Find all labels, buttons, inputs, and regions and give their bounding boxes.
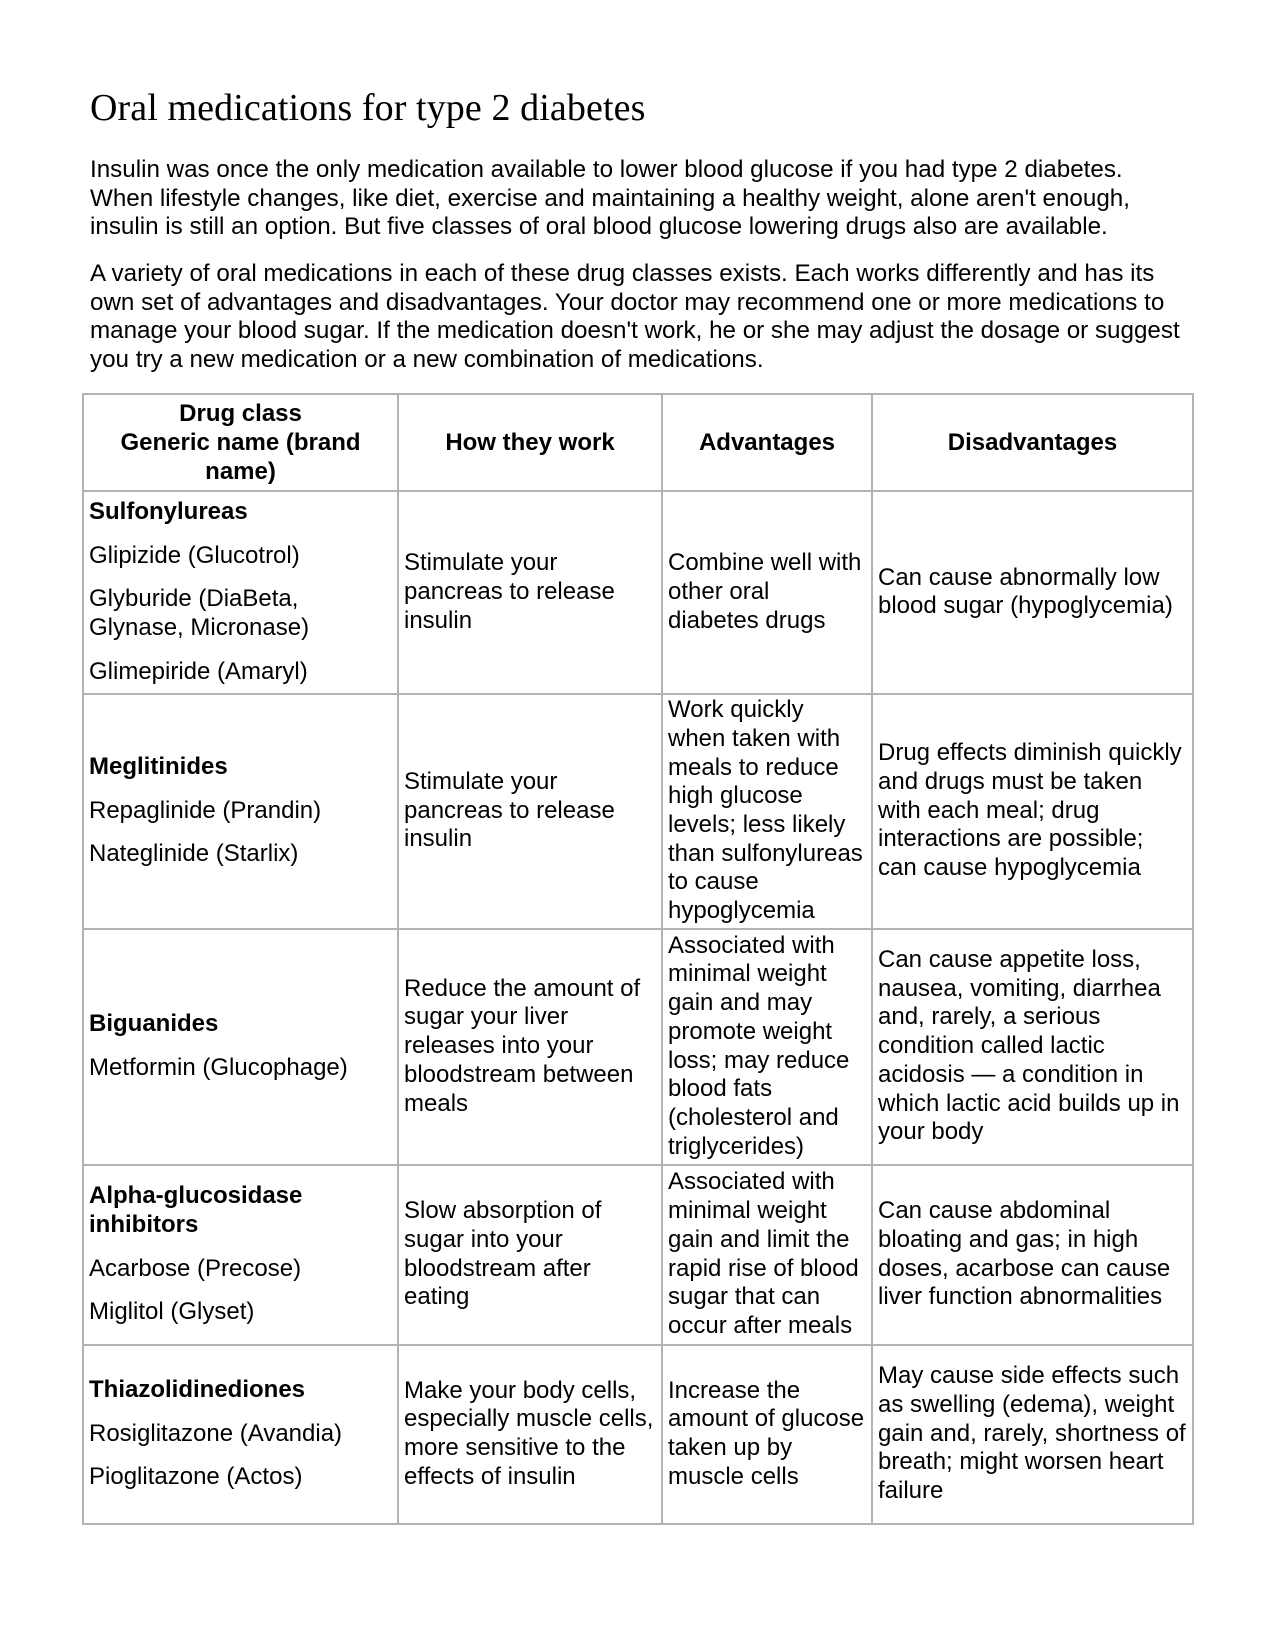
- table-row: [83, 491, 1193, 694]
- drug-class-cell: [83, 694, 398, 929]
- how-they-work-cell: Slow absorption of sugar into your bloodstream after eating: [398, 1165, 662, 1345]
- drug-name: Nateglinide (Starlix): [89, 840, 299, 868]
- drug-class-cell: [83, 491, 398, 694]
- advantages-cell: Associated with minimal weight gain and limit the rapid rise of blood sugar that can occur after meals: [662, 1165, 872, 1345]
- drug-class-name: Meglitinides: [89, 752, 228, 780]
- how-they-work-cell: Stimulate your pancreas to release insulin: [398, 491, 662, 694]
- page-title: Oral medications for type 2 diabetes: [90, 87, 646, 129]
- disadvantages-cell: Can cause appetite loss, nausea, vomiting, diarrhea and, rarely, a serious condition called lactic acidosis — a condition in which lactic acid builds up in your body: [872, 929, 1193, 1165]
- drug-class-cell: [83, 929, 398, 1165]
- table-header-row: [83, 394, 1193, 491]
- drug-name: Glyburide (DiaBeta, Glynase, Micronase): [89, 585, 310, 642]
- header-drug-class: [83, 394, 398, 491]
- drug-name: Metformin (Glucophage): [89, 1054, 348, 1082]
- medications-table: [82, 393, 1194, 1525]
- advantages-cell: Combine well with other oral diabetes drugs: [662, 491, 872, 694]
- disadvantages-cell: Can cause abnormally low blood sugar (hypoglycemia): [872, 491, 1193, 694]
- header-advantages: Advantages: [662, 394, 872, 491]
- intro-paragraph-2: A variety of oral medications in each of these drug classes exists. Each works differently and has its own set of advantages and disadvantages. Your doctor may recommend one or more medications to manage your blood sugar. If the medication doesn't work, he or she may adjust the dosage or suggest you try a new medication or a new combination of medications.: [90, 260, 1180, 373]
- disadvantages-cell: Drug effects diminish quickly and drugs must be taken with each meal; drug interactions are possible; can cause hypoglycemia: [872, 694, 1193, 929]
- drug-class-name: Sulfonylureas: [89, 498, 248, 525]
- drug-class-name: Biguanides: [89, 1010, 219, 1038]
- drug-name: Rosiglitazone (Avandia): [89, 1419, 343, 1447]
- drug-name: Miglitol (Glyset): [89, 1298, 255, 1326]
- header-disadvantages: Disadvantages: [872, 394, 1193, 491]
- drug-class-cell: [83, 1165, 398, 1345]
- how-they-work-cell: Make your body cells, especially muscle cells, more sensitive to the effects of insulin: [398, 1345, 662, 1524]
- how-they-work-cell: Reduce the amount of sugar your liver releases into your bloodstream between meals: [398, 929, 662, 1165]
- header-drug-class-label: Drug class: [179, 400, 302, 427]
- disadvantages-cell: Can cause abdominal bloating and gas; in high doses, acarbose can cause liver function abnormalities: [872, 1165, 1193, 1345]
- drug-class-cell: [83, 1345, 398, 1524]
- intro-paragraph-1: Insulin was once the only medication available to lower blood glucose if you had type 2 diabetes. When lifestyle changes, like diet, exercise and maintaining a healthy weight, alone aren't enough, insulin is still an option. But five classes of oral blood glucose lowering drugs also are available.: [90, 156, 1130, 240]
- drug-name: Acarbose (Precose): [89, 1254, 302, 1282]
- advantages-cell: Increase the amount of glucose taken up by muscle cells: [662, 1345, 872, 1524]
- how-they-work-cell: Stimulate your pancreas to release insulin: [398, 694, 662, 929]
- table-row: [83, 929, 1193, 1165]
- drug-name: Pioglitazone (Actos): [89, 1463, 303, 1491]
- advantages-cell: Associated with minimal weight gain and may promote weight loss; may reduce blood fats (cholesterol and triglycerides): [662, 929, 872, 1165]
- drug-name: Glimepiride (Amaryl): [89, 657, 308, 685]
- disadvantages-cell: May cause side effects such as swelling (edema), weight gain and, rarely, shortness of breath; might worsen heart failure: [872, 1345, 1193, 1524]
- table-row: [83, 1165, 1193, 1345]
- header-generic-name-label: Generic name (brand name): [120, 429, 361, 485]
- advantages-cell: Work quickly when taken with meals to reduce high glucose levels; less likely than sulfonylureas to cause hypoglycemia: [662, 694, 872, 929]
- drug-class-name: Alpha-glucosidase inhibitors: [89, 1182, 303, 1238]
- drug-name: Repaglinide (Prandin): [89, 796, 322, 824]
- drug-class-name: Thiazolidinediones: [89, 1375, 306, 1403]
- drug-name: Glipizide (Glucotrol): [89, 541, 300, 569]
- table-row: [83, 694, 1193, 929]
- table-row: [83, 1345, 1193, 1524]
- header-how-they-work: How they work: [398, 394, 662, 491]
